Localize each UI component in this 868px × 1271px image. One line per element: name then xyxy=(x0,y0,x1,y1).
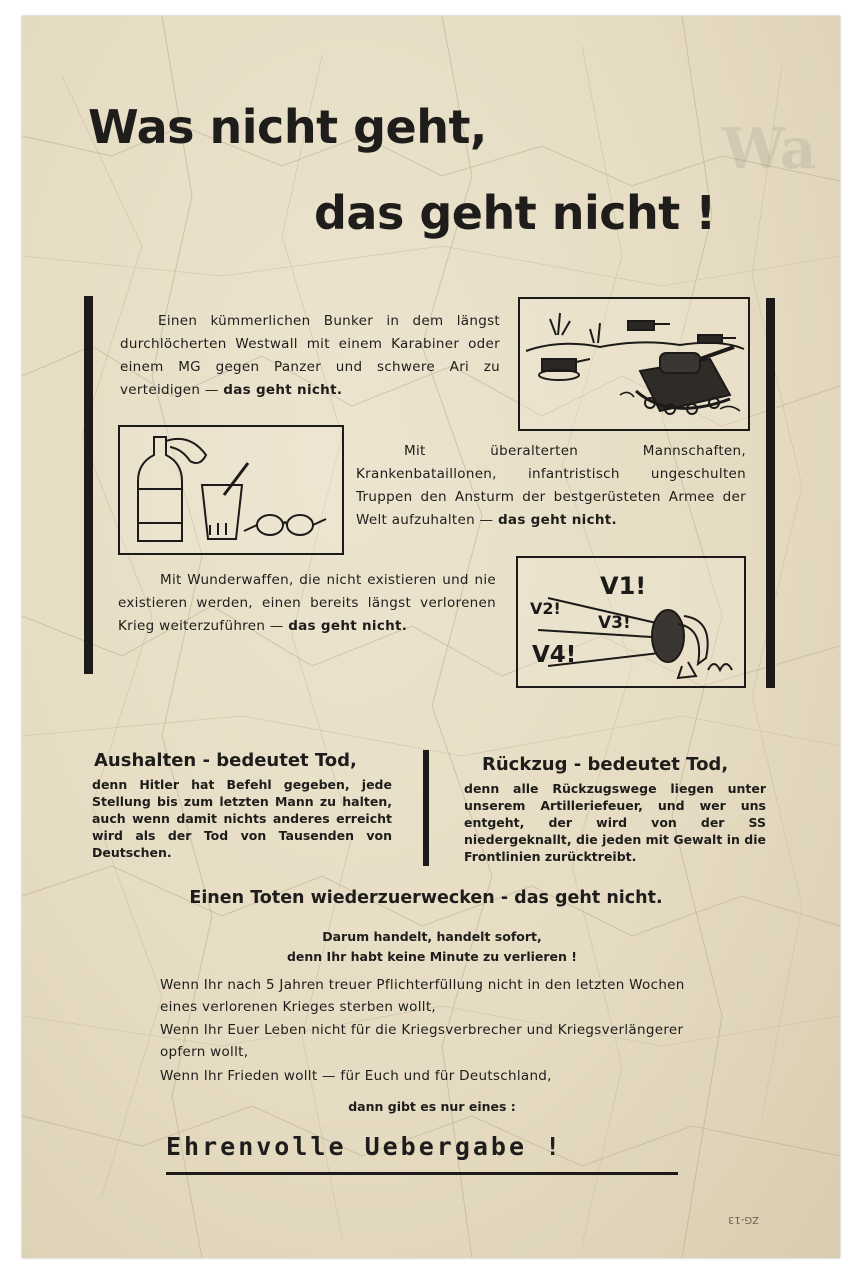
v1-label: V1! xyxy=(600,572,647,600)
v4-label: V4! xyxy=(532,642,577,668)
condition-3: Wenn Ihr Frieden wollt — für Euch und für Deutschland, xyxy=(160,1068,552,1084)
v-weapons-drawing xyxy=(518,558,744,686)
no-time-line: denn Ihr habt keine Minute zu verlieren ! xyxy=(286,949,577,964)
final-call-underline xyxy=(166,1172,678,1175)
only-one-line: dann gibt es nur eines : xyxy=(348,1099,516,1114)
hold-out-heading: Aushalten - bedeutet Tod, xyxy=(94,750,357,771)
condition-1: Wenn Ihr nach 5 Jahren treuer Pflichterfüllung nicht in den letzten Wochen eines verlorenen Krieges sterben wollt, xyxy=(160,977,685,1015)
hold-out-text: denn Hitler hat Befehl gegeben, jede Stellung bis zum letzten Mann zu halten, auch wenn damit nichts anderes erreicht wird als der Tod von Tausenden von Deutschen. xyxy=(92,777,392,860)
tank-drawing xyxy=(520,299,748,429)
paragraph-wonder-weapons-emphasis: das geht nicht. xyxy=(288,618,408,634)
v2-label: V2! xyxy=(530,599,561,618)
paragraph-bunker-text: Einen kümmerlichen Bunker in dem längst durchlöcherten Westwall mit einem Karabiner oder einem MG gegen Panzer und schwere Ari zu verteidigen — xyxy=(120,313,500,398)
v3-label: V3! xyxy=(598,613,631,633)
column-divider xyxy=(423,750,429,866)
paragraph-troops-emphasis: das geht nicht. xyxy=(497,512,617,528)
left-vertical-bar xyxy=(84,296,93,674)
right-vertical-bar xyxy=(766,298,775,688)
bottle-glasses-illustration xyxy=(118,425,344,555)
retreat-text: denn alle Rückzugswege liegen unter unserem Artilleriefeuer, und wer uns entgeht, der wird von der SS niedergeknallt, die jeden mit Gewalt in die Frontlinien zurücktreibt. xyxy=(464,781,766,864)
retreat-heading: Rückzug - bedeutet Tod, xyxy=(482,754,729,775)
paragraph-bunker xyxy=(120,310,500,402)
headline-line-2: das geht nicht ! xyxy=(314,186,716,240)
paragraph-troops-text: Mit überalterten Mannschaften, Krankenbataillonen, infantristisch ungeschulten Truppen den Ansturm der bestgerüsteten Armee der Welt aufzuhalten — xyxy=(356,443,746,528)
tank-illustration xyxy=(518,297,750,431)
paragraph-troops xyxy=(356,440,746,532)
show-through-text: Wa xyxy=(722,116,817,182)
paragraph-wonder-weapons-text: Mit Wunderwaffen, die nicht existieren und nie existieren werden, einen bereits längst verlorenen Krieg weiterzuführen — xyxy=(118,572,496,634)
act-now-line: Darum handelt, handelt sofort, xyxy=(322,929,542,944)
headline-line-1: Was nicht geht, xyxy=(88,100,487,154)
revive-line: Einen Toten wiederzuerwecken - das geht nicht. xyxy=(189,888,663,908)
condition-2: Wenn Ihr Euer Leben nicht für die Kriegsverbrecher und Kriegsverlängerer opfern wollt, xyxy=(160,1022,684,1060)
leaflet-sheet xyxy=(22,16,840,1258)
final-call: Ehrenvolle Uebergabe ! xyxy=(166,1132,564,1161)
bottle-drawing xyxy=(120,427,342,553)
paragraph-wonder-weapons xyxy=(118,569,496,638)
paragraph-bunker-emphasis: das geht nicht. xyxy=(223,382,343,398)
v-weapons-illustration xyxy=(516,556,746,688)
archive-mark: ZG-13 xyxy=(728,1214,759,1225)
